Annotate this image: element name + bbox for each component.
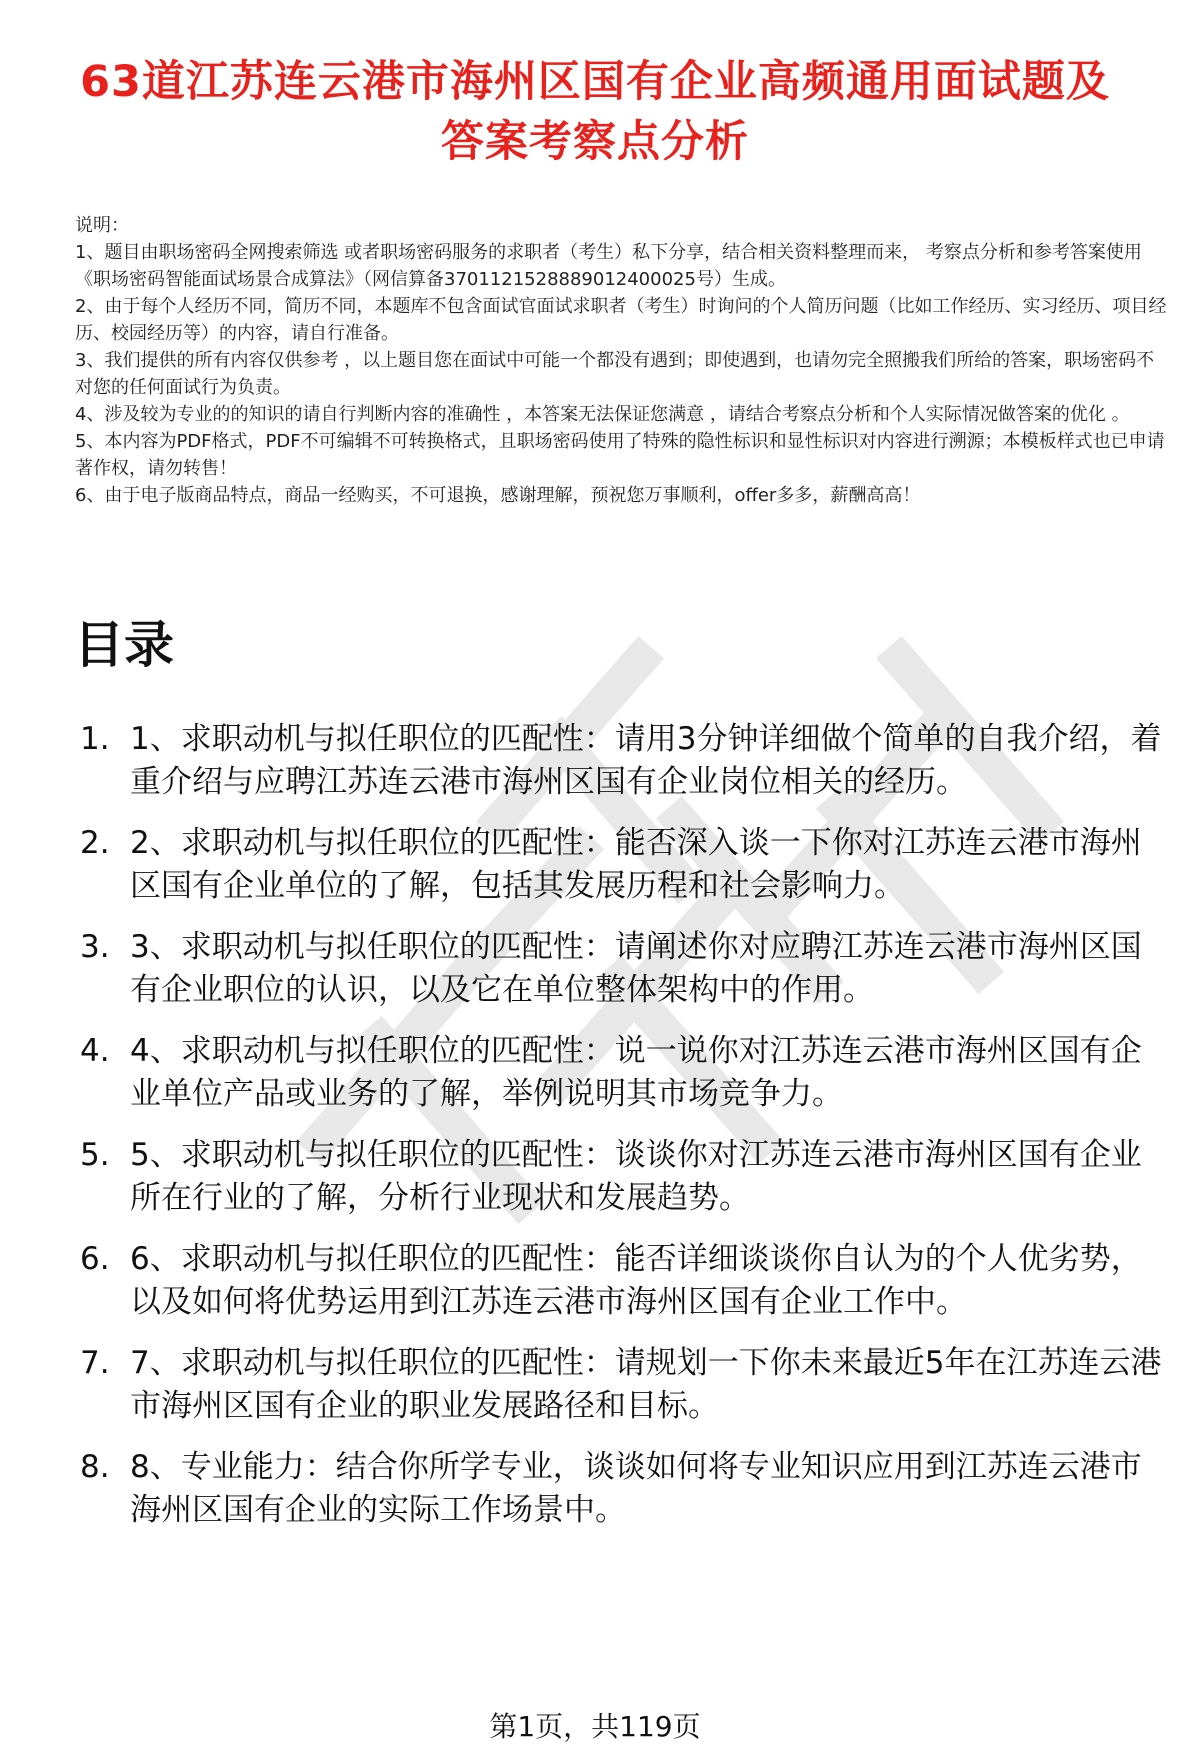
toc-item-text: 4、求职动机与拟任职位的匹配性：说一说你对江苏连云港市海州区国有企业单位产品或业务的了解，举例说明其市场竞争力。	[130, 1033, 1142, 1112]
toc-item-text: 7、求职动机与拟任职位的匹配性：请规划一下你未来最近5年在江苏连云港市海州区国有企业的职业发展路径和目标。	[130, 1345, 1162, 1424]
note-item: 2、由于每个人经历不同，简历不同，本题库不包含面试官面试求职者（考生）时询问的个人简历问题（比如工作经历、实习经历、项目经历、校园经历等）的内容，请自行准备。	[75, 296, 1167, 344]
toc-heading: 目录	[74, 616, 174, 674]
toc-item-number: 8.	[80, 1449, 110, 1485]
note-item: 6、由于电子版商品特点，商品一经购买，不可退换，感谢理解，预祝您万事顺利，offer多多，薪酬高高！	[75, 485, 921, 506]
toc-item-text: 8、专业能力：结合你所学专业，谈谈如何将专业知识应用到江苏连云港市海州区国有企业的实际工作场景中。	[130, 1449, 1142, 1528]
toc-item-text: 1、求职动机与拟任职位的匹配性：请用3分钟详细做个简单的自我介绍，着重介绍与应聘江苏连云港市海州区国有企业岗位相关的经历。	[130, 721, 1162, 800]
toc-item[interactable]	[80, 1134, 1170, 1220]
toc-item[interactable]	[80, 718, 1170, 804]
toc-item-text: 2、求职动机与拟任职位的匹配性：能否深入谈一下你对江苏连云港市海州区国有企业单位的了解，包括其发展历程和社会影响力。	[130, 825, 1142, 904]
toc-item[interactable]	[80, 926, 1170, 1012]
note-item: 3、我们提供的所有内容仅供参考 ，以上题目您在面试中可能一个都没有遇到；即使遇到，也请勿完全照搬我们所给的答案，职场密码不对您的任何面试行为负责。	[75, 350, 1155, 398]
toc-item[interactable]	[80, 822, 1170, 908]
toc-item-text: 5、求职动机与拟任职位的匹配性：谈谈你对江苏连云港市海州区国有企业所在行业的了解，分析行业现状和发展趋势。	[130, 1137, 1142, 1216]
toc-item[interactable]	[80, 1238, 1170, 1324]
toc-item-number: 6.	[80, 1241, 110, 1277]
page-footer: 第1页，共119页	[489, 1710, 701, 1743]
toc-item-text: 6、求职动机与拟任职位的匹配性：能否详细谈谈你自认为的个人优劣势，以及如何将优势运用到江苏连云港市海州区国有企业工作中。	[130, 1241, 1142, 1320]
toc-item[interactable]	[80, 1342, 1170, 1428]
toc-item-text: 3、求职动机与拟任职位的匹配性：请阐述你对应聘江苏连云港市海州区国有企业职位的认识，以及它在单位整体架构中的作用。	[130, 929, 1142, 1008]
notes-label: 说明：	[75, 215, 129, 236]
toc-item[interactable]	[80, 1446, 1170, 1532]
note-item: 4、涉及较为专业的的知识的请自行判断内容的准确性 ，本答案无法保证您满意 ，请结合考察点分析和个人实际情况做答案的优化 。	[75, 404, 1130, 425]
toc-item-number: 7.	[80, 1345, 110, 1381]
table-of-contents	[80, 718, 1170, 1550]
toc-item-number: 5.	[80, 1137, 110, 1173]
note-item: 5、本内容为PDF格式，PDF不可编辑不可转换格式，且职场密码使用了特殊的隐性标识和显性标识对内容进行溯源；本模板样式也已申请著作权，请勿转售！	[75, 431, 1165, 479]
toc-item-number: 1.	[80, 721, 110, 757]
notes-section	[75, 212, 1170, 509]
toc-item-number: 4.	[80, 1033, 110, 1069]
toc-item[interactable]	[80, 1030, 1170, 1116]
toc-item-number: 2.	[80, 825, 110, 861]
note-item: 1、题目由职场密码全网搜索筛选 或者职场密码服务的求职者（考生）私下分享，结合相关资料整理而来， 考察点分析和参考答案使用《职场密码智能面试场景合成算法》（网信算备3701121528889012400025号）生成。	[75, 242, 1142, 290]
document-title: 63道江苏连云港市海州区国有企业高频通用面试题及答案考察点分析	[80, 57, 1110, 167]
toc-item-number: 3.	[80, 929, 110, 965]
